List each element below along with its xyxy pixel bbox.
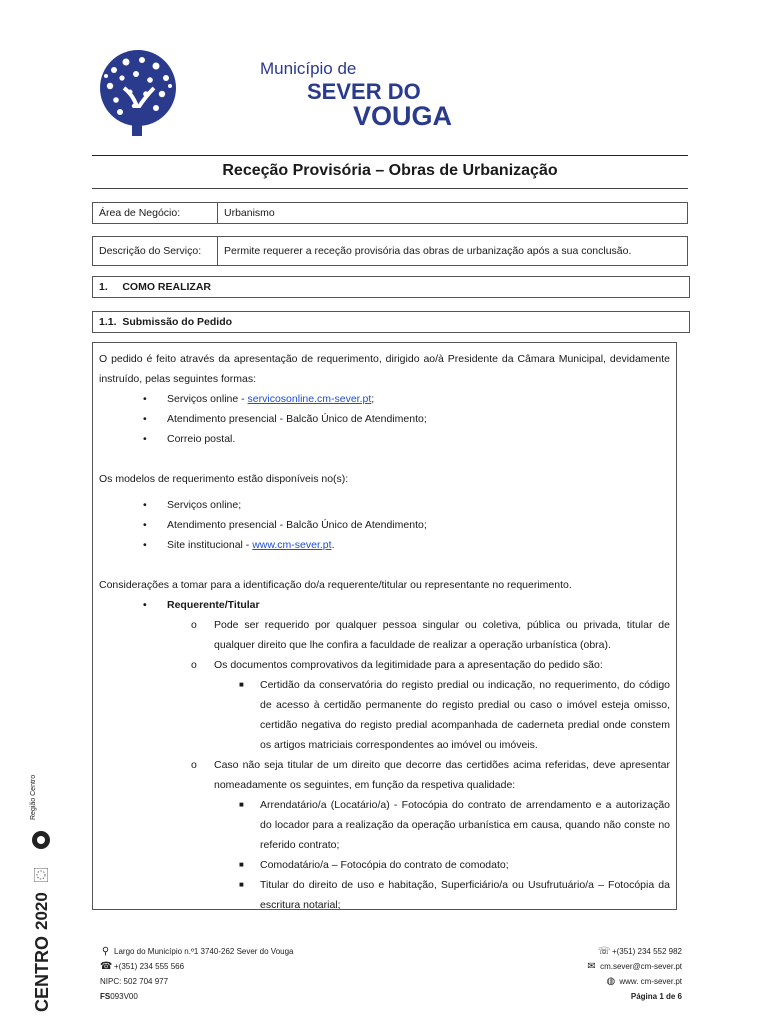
content-box (92, 342, 677, 910)
email-line: ✉ cm.sever@cm-sever.pt (587, 961, 682, 972)
logo-line-3: VOUGA (353, 101, 453, 131)
fax-icon: ☏ (597, 946, 611, 957)
globe-icon: ◍ (606, 976, 616, 987)
footer-right (586, 944, 682, 1004)
page-number: Página 1 de 6 (630, 992, 682, 1001)
list-item: • Serviços online; (143, 499, 242, 511)
form-code: FS093V00 (100, 992, 138, 1001)
centro-2020-label: CENTRO (32, 936, 52, 1012)
considerations-paragraph: Considerações a tomar para a identificação do/a requerente/titular ou representante no requerimento. (99, 579, 572, 591)
list-item: ■ Titular do direito de uso e habitação, Superficiário/a ou Usufrutuário/a – Fotocópia da escritura notarial; (239, 879, 670, 910)
requerente-heading: • Requerente/Titular (143, 599, 260, 611)
description-value: Permite requerer a receção provisória das obras de urbanização após a sua conclusão. (218, 237, 688, 266)
document-title: Receção Provisória – Obras de Urbanização (222, 162, 558, 179)
list-item: ■ Arrendatário/a (Locatário/a) - Fotocópia do contrato de arrendamento e a autorização do locador para a realização da operação urbanística em causa, quando não conste no referido contrato; (239, 799, 670, 851)
list-item: ■ Certidão da conservatória do registo predial ou indicação, no requerimento, do código de acesso à certidão permanente do registo predial ou caso o imóvel esteja omisso, certidão negativa do registo predial acompanhada de caderneta predial onde constem os artigos matriciais correspondentes ao imóvel ou imóveis. (239, 679, 670, 751)
logo-text (192, 60, 452, 130)
title-rule-top (92, 155, 688, 156)
regiao-centro-label: Região Centro (30, 774, 37, 820)
list-item: o Os documentos comprovativos da legitimidade para a apresentação do pedido são: (191, 659, 603, 671)
tree-logo-icon (92, 48, 184, 136)
logo-line-2: SEVER DO (307, 79, 421, 104)
list-item: • Atendimento presencial - Balcão Único de Atendimento; (143, 519, 427, 531)
models-intro: Os modelos de requerimento estão disponíveis no(s): (99, 473, 349, 485)
footer-left (100, 944, 294, 1004)
list-item: o Pode ser requerido por qualquer pessoa singular ou coletiva, pública ou privada, titular de qualquer direito que lhe confira a faculdade de realizar a operação urbanística (obra). (191, 619, 670, 651)
footer (100, 944, 682, 1004)
area-table (92, 202, 688, 224)
funding-logos (28, 774, 56, 1012)
area-label: Área de Negócio: (93, 203, 218, 224)
phone-icon: ☎ (100, 961, 113, 972)
intro-paragraph: O pedido é feito através da apresentação de requerimento, dirigido ao/à Presidente da Câmara Municipal, devidamente instruído, pelas seguintes formas: (99, 353, 670, 385)
location-pin-icon: ⚲ (101, 946, 110, 957)
list-item: • Correio postal. (143, 433, 236, 445)
email-icon: ✉ (587, 961, 596, 972)
section-como-realizar: 1. COMO REALIZAR (92, 276, 690, 298)
description-label: Descrição do Serviço: (93, 237, 218, 266)
list-item: ■ Comodatário/a – Fotocópia do contrato de comodato; (239, 859, 509, 871)
address-line: ⚲ Largo do Município n.º1 3740-262 Sever do Vouga (101, 946, 294, 957)
portugal-2020-label: 2020 (32, 892, 51, 930)
list-item: • Serviços online - servicosonline.cm-sever.pt; (143, 393, 375, 405)
title-rule-bottom (92, 188, 688, 189)
list-item: • Atendimento presencial - Balcão Único de Atendimento; (143, 413, 427, 425)
area-value: Urbanismo (218, 203, 688, 224)
fax-line: ☏+(351) 234 552 982 (597, 946, 682, 957)
description-table (92, 236, 688, 266)
logo-line-1: Município de (260, 59, 357, 78)
municipality-logo (92, 48, 453, 138)
list-item: o Caso não seja titular de um direito que decorre das certidões acima referidas, deve apresentar nomeadamente os seguintes, em função da respetiva qualidade: (191, 759, 670, 791)
nipc-line: NIPC: 502 704 977 (100, 977, 169, 986)
phone-line: ☎ +(351) 234 555 566 (100, 961, 185, 972)
list-item: • Site institucional - www.cm-sever.pt. (143, 539, 335, 551)
eu-flag-icon (34, 868, 48, 882)
web-line: ◍ www. cm-sever.pt (606, 976, 682, 987)
site-institucional-link[interactable]: www.cm-sever.pt (252, 539, 332, 551)
subsection-submissao: 1.1. Submissão do Pedido (92, 311, 690, 333)
regiao-centro-icon (31, 830, 51, 850)
servicos-online-link[interactable]: servicosonline.cm-sever.pt (247, 393, 372, 405)
